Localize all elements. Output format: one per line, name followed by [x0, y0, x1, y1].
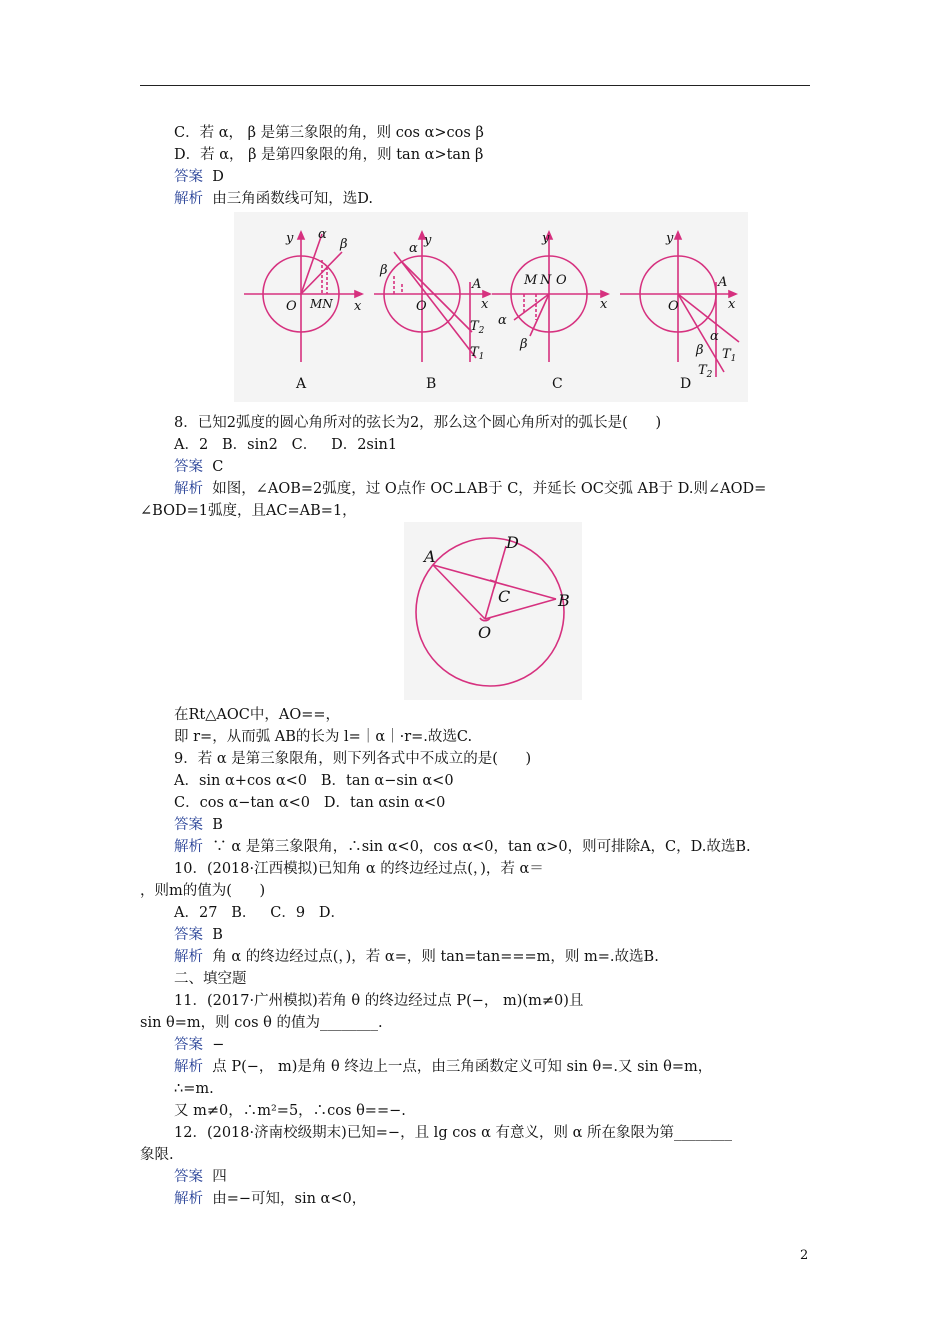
analysis-8-arc: 即 r=，从而弧 AB的长为 l=｜α｜·r=.故选C.	[174, 729, 473, 745]
answer-label: 答案	[174, 1169, 203, 1185]
question-8-options: A．2 B．sin2 C． D．2sin1	[174, 437, 398, 453]
answer-value: B	[203, 927, 223, 943]
answer-value: B	[203, 817, 223, 833]
question-9: 9．若 α 是第三象限角，则下列各式中不成立的是( )	[174, 751, 532, 767]
answer-value: 四	[203, 1169, 227, 1185]
question-11: 11．(2017·广州模拟)若角 θ 的终边经过点 P(−， m)(m≠0)且	[174, 993, 584, 1009]
question-9-options-2: C．cos α−tan α<0 D．tan αsin α<0	[174, 795, 446, 811]
question-10: 10．(2018·江西模拟)已知角 α 的终边经过点(，)，若 α＝	[174, 861, 544, 877]
analysis-text: 如图，∠AOB=2弧度，过 O点作 OC⊥AB于 C，并延长 OC交弧 AB于 D.则∠AOD=	[203, 481, 767, 497]
fig1d-origin-label: O	[668, 299, 679, 314]
trig-line-figure	[234, 212, 748, 402]
answer-8-line	[174, 458, 223, 476]
analysis-text: 由三角函数线可知，选D.	[203, 191, 373, 207]
analysis-11-line	[174, 1058, 712, 1076]
fig1c-y-label: y	[542, 231, 550, 246]
analysis-8-line	[174, 480, 766, 498]
fig1d-a-label: A	[718, 275, 728, 290]
answer-12-line	[174, 1168, 227, 1186]
fig1d-t2-label: $T_2$	[698, 363, 713, 380]
fig1b-y-label: y	[424, 233, 432, 248]
fig1a-x-label: x	[354, 299, 362, 314]
fig1-caption-b: B	[426, 376, 437, 392]
fig1-caption-a: A	[296, 376, 307, 392]
answer-11-line	[174, 1036, 224, 1054]
analysis-8-rt: 在Rt△AOC中，AO==，	[174, 707, 341, 723]
question-10-cont: ，则m的值为( )	[140, 883, 266, 899]
analysis-label: 解析	[174, 191, 203, 207]
analysis-9-line	[174, 838, 751, 856]
fig1c-alpha-label: α	[498, 313, 507, 328]
section-heading: 二、填空题	[174, 971, 247, 987]
analysis-line	[174, 190, 373, 208]
fig1c-x-label: x	[600, 297, 608, 312]
fig1d-x-label: x	[728, 297, 736, 312]
question-11-cont: sin θ=m，则 cos θ 的值为________.	[140, 1015, 383, 1031]
answer-9-line	[174, 816, 223, 834]
fig1a-mn-label: MN	[310, 297, 333, 311]
fig1c-n-label: N	[540, 273, 552, 288]
fig1b-beta-label: β	[380, 263, 388, 278]
fig1d-t1-label: $T_1$	[722, 347, 737, 364]
fig1a-y-label: y	[286, 231, 294, 246]
fig1d-beta-label: β	[696, 343, 704, 358]
analysis-label: 解析	[174, 1059, 203, 1075]
question-12: 12．(2018·济南校级期末)已知=−，且 lg cos α 有意义，则 α 所在象限为第________	[174, 1125, 733, 1141]
option-d-line: D．若 α， β 是第四象限的角，则 tan α>tan β	[174, 147, 484, 163]
fig2-point-a: A	[424, 547, 436, 566]
answer-label: 答案	[174, 459, 203, 475]
answer-label: 答案	[174, 1037, 203, 1053]
fig2-point-c: C	[498, 587, 511, 606]
fig1c-origin-label: O	[556, 273, 567, 288]
answer-value: D	[203, 169, 224, 185]
analysis-label: 解析	[174, 839, 203, 855]
question-9-options-1: A．sin α+cos α<0 B．tan α−sin α<0	[174, 773, 454, 789]
analysis-11-cont2: 又 m≠0，∴m²=5，∴cos θ==−.	[174, 1103, 406, 1119]
fig2-point-b: B	[558, 591, 570, 610]
fig1d-alpha-label: α	[710, 329, 719, 344]
circle-chord-figure	[404, 522, 582, 700]
fig1-caption-c: C	[552, 376, 563, 392]
fig1a-origin-label: O	[286, 299, 297, 314]
answer-10-line	[174, 926, 223, 944]
fig1-caption-d: D	[680, 376, 692, 392]
fig1c-beta-label: β	[520, 337, 528, 352]
fig1c-m-label: M	[524, 273, 538, 288]
question-8: 8．已知2弧度的圆心角所对的弦长为2，那么这个圆心角所对的弧长是( )	[174, 415, 662, 431]
analysis-text: ∵ α 是第三象限角，∴sin α<0，cos α<0，tan α>0，则可排除A，C，D.故选B.	[203, 839, 751, 855]
answer-label: 答案	[174, 169, 203, 185]
analysis-label: 解析	[174, 481, 203, 497]
analysis-text: 角 α 的终边经过点(，)，若 α=，则 tan=tan===m，则 m=.故选B.	[203, 949, 659, 965]
analysis-8-cont: ∠BOD=1弧度，且AC=AB=1，	[140, 503, 357, 519]
question-12-cont: 象限.	[140, 1147, 174, 1163]
analysis-text: 点 P(−， m)是角 θ 终边上一点，由三角函数定义可知 sin θ=.又 sin θ=m，	[203, 1059, 713, 1075]
analysis-11-cont: ∴=m.	[174, 1081, 214, 1097]
fig1a-alpha-label: α	[318, 227, 327, 242]
answer-value: −	[203, 1037, 225, 1053]
page-number: 2	[800, 1248, 809, 1263]
answer-line	[174, 168, 224, 186]
fig1b-origin-label: O	[416, 299, 427, 314]
answer-value: C	[203, 459, 224, 475]
analysis-text: 由=−可知，sin α<0，	[203, 1191, 367, 1207]
fig2-point-d: D	[506, 533, 519, 552]
fig1a-beta-label: β	[340, 237, 348, 252]
analysis-label: 解析	[174, 949, 203, 965]
fig1b-alpha-label: α	[409, 241, 418, 256]
header-rule	[140, 85, 810, 86]
answer-label: 答案	[174, 927, 203, 943]
question-10-options: A．27 B． C．9 D．	[174, 905, 346, 921]
fig1d-y-label: y	[666, 231, 674, 246]
fig1b-x-label: x	[481, 297, 489, 312]
fig1b-a-label: A	[472, 277, 482, 292]
analysis-label: 解析	[174, 1191, 203, 1207]
fig1b-t1-label: $T_1$	[470, 345, 485, 362]
analysis-10-line	[174, 948, 659, 966]
answer-label: 答案	[174, 817, 203, 833]
fig2-point-o: O	[478, 623, 492, 642]
option-c-line: C．若 α， β 是第三象限的角，则 cos α>cos β	[174, 125, 484, 141]
analysis-12-line	[174, 1190, 366, 1208]
fig1b-t2-label: $T_2$	[470, 319, 485, 336]
